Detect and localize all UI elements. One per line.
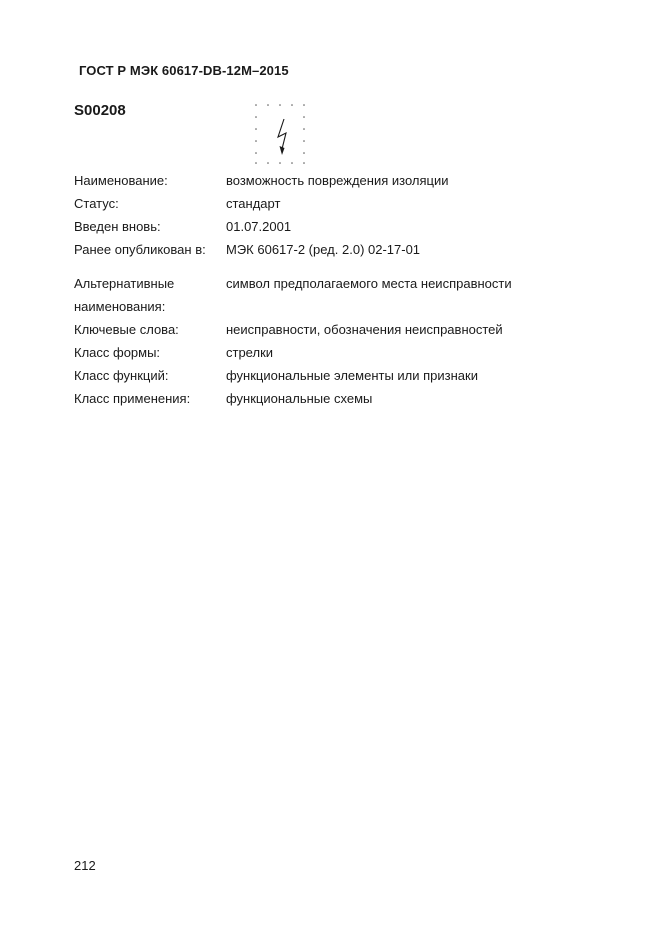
field-name xyxy=(74,169,448,192)
field-keywords xyxy=(74,318,503,341)
field-label: Статус: xyxy=(74,196,119,211)
field-label: Класс функций: xyxy=(74,368,169,383)
field-label: Ранее опубликован в: xyxy=(74,242,206,257)
field-label: Класс формы: xyxy=(74,345,161,360)
field-function-class xyxy=(74,364,478,387)
symbol-code: S00208 xyxy=(74,102,126,119)
field-application-class xyxy=(74,387,372,410)
field-value: МЭК 60617-2 (ред. 2.0) 02-17-01 xyxy=(226,242,421,257)
field-alternative-names xyxy=(74,272,512,295)
field-shape-class xyxy=(74,341,273,364)
field-value: возможность повреждения изоляции xyxy=(226,173,449,188)
field-value: стандарт xyxy=(226,196,281,211)
field-introduced xyxy=(74,215,291,238)
field-alternative-names-cont xyxy=(74,295,226,318)
field-label: Введен вновь: xyxy=(74,219,161,234)
field-value: функциональные схемы xyxy=(226,391,373,406)
lightning-fault-arrow-icon xyxy=(252,101,310,167)
field-label: Наименование: xyxy=(74,173,168,188)
field-value: стрелки xyxy=(226,345,274,360)
field-value: неисправности, обозначения неисправностей xyxy=(226,322,503,337)
field-value: 01.07.2001 xyxy=(226,219,292,234)
page-number: 212 xyxy=(74,858,96,873)
field-value: функциональные элементы или признаки xyxy=(226,368,478,383)
document-header: ГОСТ Р МЭК 60617-DB-12М–2015 xyxy=(79,63,289,78)
field-status xyxy=(74,192,280,215)
field-value: символ предполагаемого места неисправности xyxy=(226,276,512,291)
field-label: Ключевые слова: xyxy=(74,322,179,337)
field-previously-published xyxy=(74,238,420,261)
field-label: Альтернативные xyxy=(74,276,175,291)
field-label: наименования: xyxy=(74,299,166,314)
field-label: Класс применения: xyxy=(74,391,191,406)
